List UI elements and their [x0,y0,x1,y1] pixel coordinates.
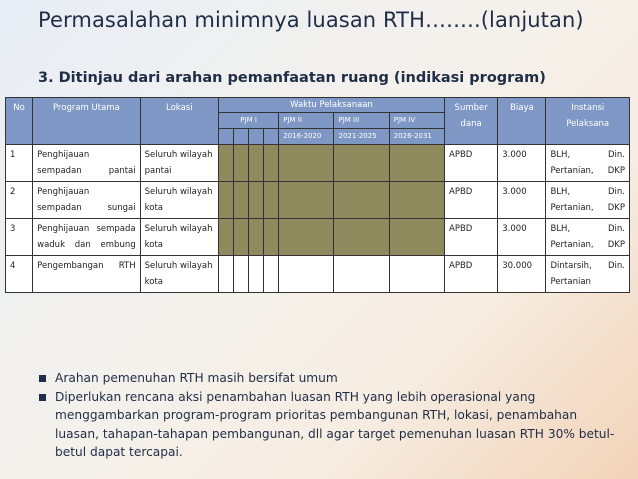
period-pjm2 [279,145,334,182]
row-biaya: 3.000 [498,219,546,256]
header-pjm1: PJM I [218,113,278,129]
period-q2 [234,145,249,182]
header-year-q4 [264,129,279,145]
header-instansi: Instansi Pelaksana [546,98,630,145]
period-q1 [218,256,233,293]
period-q2 [234,182,249,219]
header-year-q1 [218,129,233,145]
period-q1 [218,219,233,256]
period-q3 [249,145,264,182]
header-year-2021: 2021-2025 [334,129,389,145]
period-pjm2 [279,182,334,219]
period-q1 [218,145,233,182]
header-lokasi: Lokasi [140,98,218,145]
period-q1 [218,182,233,219]
row-instansi: BLH, Din. Pertanian, DKP [546,182,630,219]
period-q3 [249,219,264,256]
header-pjm3: PJM III [334,113,389,129]
period-pjm2 [279,256,334,293]
header-no: No [6,98,33,145]
bullet-item [38,369,618,388]
bullet-text: Arahan pemenuhan RTH masih bersifat umum [55,371,338,385]
table-row [6,256,630,293]
period-q4 [264,256,279,293]
period-q4 [264,145,279,182]
header-waktu: Waktu Pelaksanaan [218,98,444,113]
program-table [5,97,630,293]
period-q2 [234,256,249,293]
row-sumber: APBD [445,219,498,256]
row-instansi: BLH, Din. Pertanian, DKP [546,145,630,182]
row-no: 4 [6,256,33,293]
row-program: Penghijauan sempadan sungai [33,182,141,219]
row-sumber: APBD [445,145,498,182]
row-lokasi: Seluruh wilayah kota [140,182,218,219]
table-row [6,145,630,182]
period-q4 [264,182,279,219]
bullet-item [38,388,618,462]
header-pjm2: PJM II [279,113,334,129]
row-no: 1 [6,145,33,182]
period-pjm3 [334,256,389,293]
bullet-square-icon [39,375,46,382]
row-lokasi: Seluruh wilayah kota [140,256,218,293]
period-q3 [249,256,264,293]
bullet-text: Diperlukan rencana aksi penambahan luasan RTH yang lebih operasional yang menggambarkan program-program prioritas pembangunan RTH, lokasi, penambahan luasan, tahapan-tahapan pembangunan, dll agar target pemenuhan luasan RTH 30% betul-betul dapat tercapai. [55,389,615,459]
header-year-2016: 2016-2020 [279,129,334,145]
row-biaya: 3.000 [498,182,546,219]
row-no: 2 [6,182,33,219]
row-sumber: APBD [445,182,498,219]
header-sumber: Sumber dana [445,98,498,145]
header-pjm4: PJM IV [389,113,444,129]
row-sumber: APBD [445,256,498,293]
period-pjm3 [334,219,389,256]
period-pjm3 [334,145,389,182]
row-no: 3 [6,219,33,256]
bullet-list [38,369,618,462]
period-pjm2 [279,219,334,256]
period-q4 [264,219,279,256]
period-pjm4 [389,256,444,293]
slide-title: Permasalahan minimnya luasan RTH……..(lanjutan) [38,8,584,32]
row-program: Penghijauan sempada waduk dan embung [33,219,141,256]
header-year-2026: 2026-2031 [389,129,444,145]
row-biaya: 30.000 [498,256,546,293]
header-biaya: Biaya [498,98,546,145]
header-year-q2 [234,129,249,145]
bullet-square-icon [39,394,46,401]
period-q2 [234,219,249,256]
row-instansi: Dintarsih, Din. Pertanian [546,256,630,293]
period-pjm4 [389,182,444,219]
table-row [6,219,630,256]
header-program: Program Utama [33,98,141,145]
row-instansi: BLH, Din. Pertanian, DKP [546,219,630,256]
period-q3 [249,182,264,219]
period-pjm4 [389,219,444,256]
table-row [6,182,630,219]
row-biaya: 3.000 [498,145,546,182]
period-pjm3 [334,182,389,219]
period-pjm4 [389,145,444,182]
row-lokasi: Seluruh wilayah kota [140,219,218,256]
row-lokasi: Seluruh wilayah pantai [140,145,218,182]
row-program: Pengembangan RTH [33,256,141,293]
row-program: Penghijauan sempadan pantai [33,145,141,182]
header-year-q3 [249,129,264,145]
table-body [6,145,630,293]
slide-subtitle: 3. Ditinjau dari arahan pemanfaatan ruang (indikasi program) [38,70,546,86]
